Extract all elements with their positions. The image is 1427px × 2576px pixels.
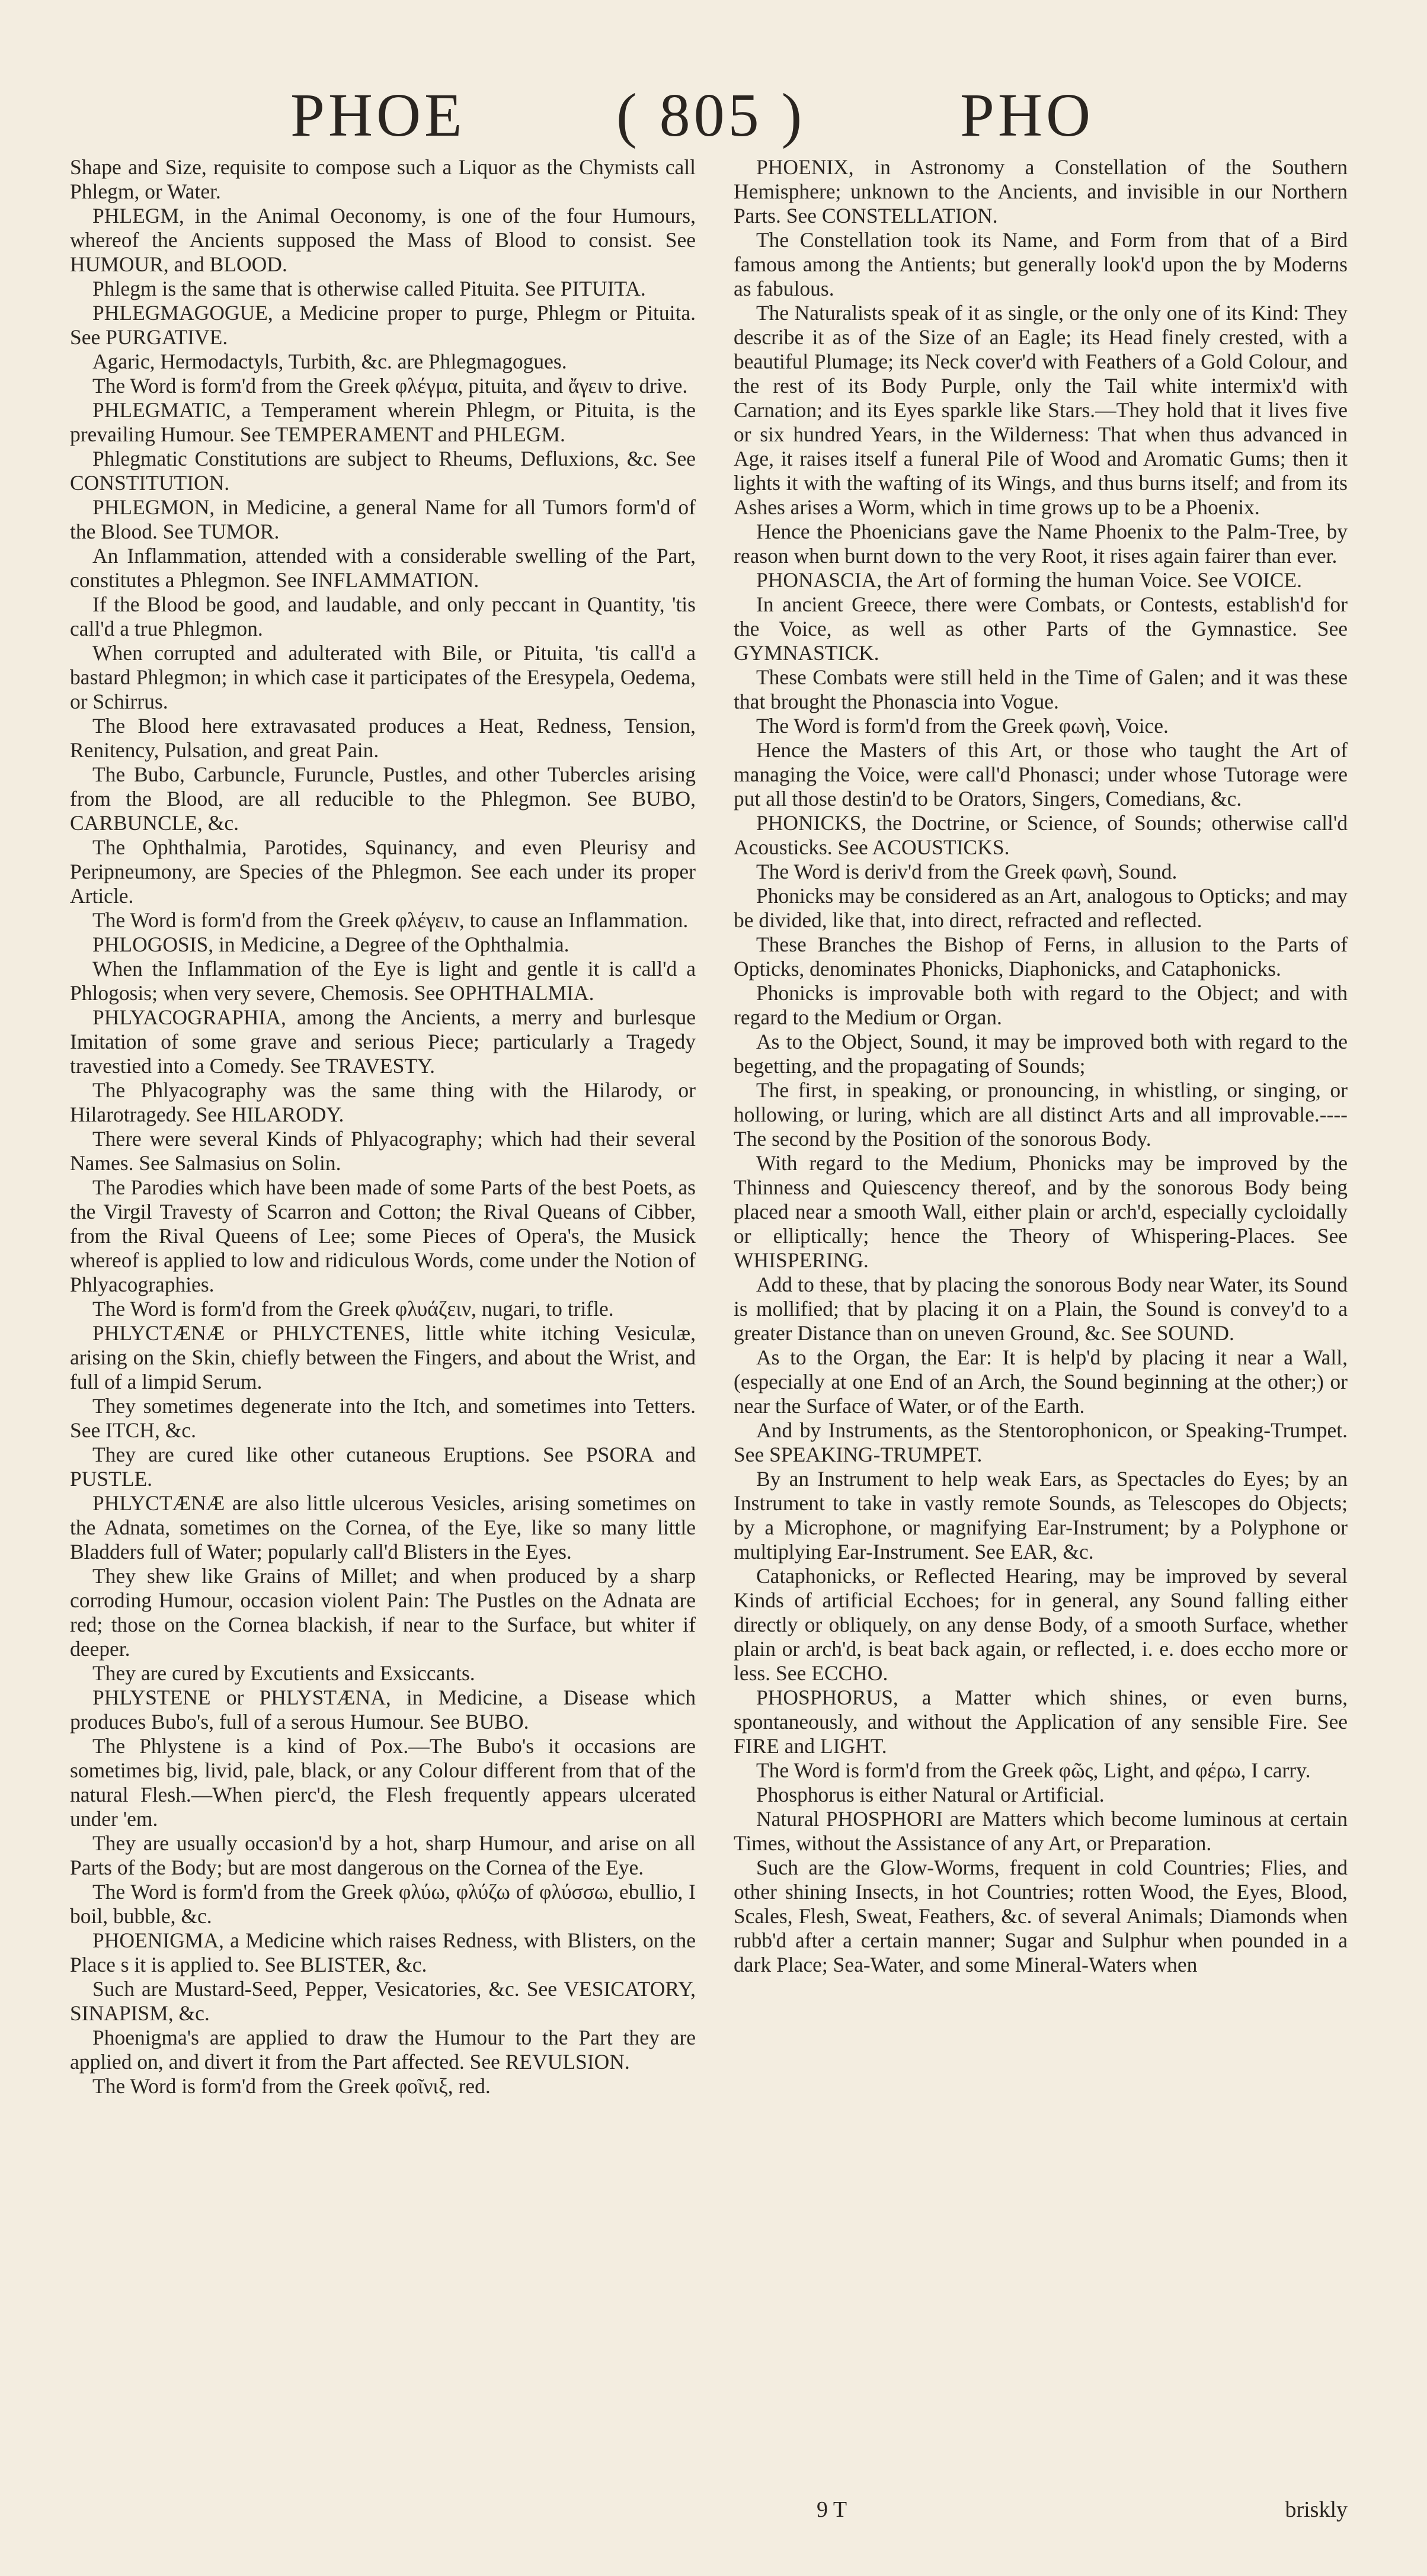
paragraph: The Word is form'd from the Greek φωνὴ, Voice. [756,714,1169,738]
paragraph: Cataphonicks, or Reflected Hearing, may be improved by several Kinds of artificial Ecchoes; for in general, any Sound falling either directly or obliquely, on any dense Body, of a smooth Surface, whether plain or arch'd, is beat back again, or reflected, i. e. does eccho more or less. See ECCHO. [734,1564,1348,1685]
paragraph: The Word is form'd from the Greek φῶς, Light, and φέρω, I carry. [756,1758,1311,1782]
paragraph: Hence the Phoenicians gave the Name Phoenix to the Palm-Tree, by reason when burnt down to the very Root, it rises again fairer than ever. [734,520,1348,568]
paragraph: Agaric, Hermodactyls, Turbith, &c. are Phlegmagogues. [92,350,567,373]
paragraph: Phonicks is improvable both with regard to the Object; and with regard to the Medium or Organ. [734,981,1348,1029]
page-number: ( 805 ) [616,81,806,149]
paragraph: They sometimes degenerate into the Itch, and sometimes into Tetters. See ITCH, &c. [70,1394,696,1442]
paragraph: PHLYACOGRAPHIA, among the Ancients, a merry and burlesque Imitation of some grave and serious Piece; particularly a Tragedy travestied into a Comedy. See TRAVESTY. [70,1005,696,1078]
paragraph: They are cured by Excutients and Exsiccants. [92,1661,475,1685]
paragraph: By an Instrument to help weak Ears, as Spectacles do Eyes; by an Instrument to take in vastly remote Sounds, as Telescopes do Objects; by a Microphone, or magnifying Ear-Instrument; by a Polyphone or multiplying Ear-Instrument. See EAR, &c. [734,1467,1348,1563]
paragraph: PHLEGM, in the Animal Oeconomy, is one of the four Humours, whereof the Ancients supposed the Mass of Blood to consist. See HUMOUR, and BLOOD. [70,204,696,276]
signature-mark: 9 T [817,2497,847,2522]
paragraph: PHOSPHORUS, a Matter which shines, or even burns, spontaneously, and without the Application of any sensible Fire. See FIRE and LIGHT. [734,1686,1348,1758]
paragraph: The Word is form'd from the Greek φλέγμα, pituita, and ἄγειν to drive. [92,374,688,398]
paragraph: The Constellation took its Name, and Form from that of a Bird famous among the Antients; but generally look'd upon the by Moderns as fabulous. [734,228,1348,300]
header-right-guide-word: PHO [960,81,1095,149]
paragraph: PHLYSTENE or PHLYSTÆNA, in Medicine, a Disease which produces Bubo's, full of a serous Humour. See BUBO. [70,1686,696,1734]
paragraph: The first, in speaking, or pronouncing, in whistling, or singing, or hollowing, or luring, which are all distinct Arts and all improvable.----The second by the Position of the sonorous Body. [734,1078,1348,1151]
paragraph: Natural PHOSPHORI are Matters which become luminous at certain Times, without the Assistance of any Art, or Preparation. [734,1807,1348,1855]
paragraph: PHLYCTÆNÆ are also little ulcerous Vesicles, arising sometimes on the Adnata, sometimes on the Cornea, of the Eye, like so many little Bladders full of Water; popularly call'd Blisters in the Eyes. [70,1491,696,1563]
paragraph: They are usually occasion'd by a hot, sharp Humour, and arise on all Parts of the Body; but are most dangerous on the Cornea of the Eye. [70,1831,696,1879]
paragraph: If the Blood be good, and laudable, and only peccant in Quantity, 'tis call'd a true Phlegmon. [70,592,696,640]
paragraph: With regard to the Medium, Phonicks may be improved by the Thinness and Quiescency thereof, and by the sonorous Body being placed near a smooth Wall, either plain or arch'd, especially cycloidally or elliptically; hence the Theory of Whispering-Places. See WHISPERING. [734,1151,1348,1272]
paragraph: These Branches the Bishop of Ferns, in allusion to the Parts of Opticks, denominates Phonicks, Diaphonicks, and Cataphonicks. [734,933,1348,981]
paragraph: The Word is form'd from the Greek φλύω, φλύζω of φλύσσω, ebullio, I boil, bubble, &c. [70,1880,696,1928]
paragraph: Phosphorus is either Natural or Artificial. [756,1783,1105,1806]
paragraph: The Phlyacography was the same thing with the Hilarody, or Hilarotragedy. See HILARODY. [70,1078,696,1126]
paragraph: PHOENIX, in Astronomy a Constellation of the Southern Hemisphere; unknown to the Ancients, and invisible in our Northern Parts. See CONSTELLATION. [734,155,1348,228]
paragraph: They are cured like other cutaneous Eruptions. See PSORA and PUSTLE. [70,1443,696,1491]
paragraph: The Word is form'd from the Greek φλέγειν, to cause an Inflammation. [92,908,689,932]
paragraph: The Ophthalmia, Parotides, Squinancy, and even Pleurisy and Peripneumony, are Species of the Phlegmon. See each under its proper Article. [70,835,696,908]
paragraph: Such are the Glow-Worms, frequent in cold Countries; Flies, and other shining Insects, in hot Countries; rotten Wood, the Eyes, Blood, Scales, Flesh, Sweat, Feathers, &c. of several Animals; Diamonds when rubb'd after a certain manner; Sugar and Sulphur when pounded in a dark Place; Sea-Water, and some Mineral-Waters when [734,1856,1348,1976]
paragraph: PHLEGMATIC, a Temperament wherein Phlegm, or Pituita, is the prevailing Humour. See TEMPERAMENT and PHLEGM. [70,398,696,446]
paragraph: PHLOGOSIS, in Medicine, a Degree of the Ophthalmia. [92,933,569,956]
paragraph: Hence the Masters of this Art, or those who taught the Art of managing the Voice, were call'd Phonasci; under whose Tutorage were put all those destin'd to be Orators, Singers, Comedians, &c. [734,738,1348,810]
paragraph: Shape and Size, requisite to compose such a Liquor as the Chymists call Phlegm, or Water. [70,155,696,203]
paragraph: The Word is deriv'd from the Greek φωνὴ, Sound. [756,860,1178,883]
paragraph: As to the Organ, the Ear: It is help'd by placing it near a Wall, (especially at one End of an Arch, the Sound beginning at the other;) or near the Surface of Water, or of the Earth. [734,1345,1348,1418]
paragraph: PHLEGMAGOGUE, a Medicine proper to purge, Phlegm or Pituita. See PURGATIVE. [70,301,696,349]
paragraph: In ancient Greece, there were Combats, or Contests, establish'd for the Voice, as well as other Parts of the Gymnastice. See GYMNASTICK. [734,592,1348,665]
paragraph: An Inflammation, attended with a considerable swelling of the Part, constitutes a Phlegmon. See INFLAMMATION. [70,544,696,592]
header-left-guide-word: PHOE [290,81,466,149]
paragraph: PHLEGMON, in Medicine, a general Name for all Tumors form'd of the Blood. See TUMOR. [70,495,696,543]
paragraph: Phlegmatic Constitutions are subject to Rheums, Defluxions, &c. See CONSTITUTION. [70,447,696,495]
paragraph: The Word is form'd from the Greek φλυάζειν, nugari, to trifle. [92,1297,614,1321]
paragraph: PHLYCTÆNÆ or PHLYCTENES, little white itching Vesiculæ, arising on the Skin, chiefly between the Fingers, and about the Wrist, and full of a limpid Serum. [70,1321,696,1393]
paragraph: PHONASCIA, the Art of forming the human Voice. See VOICE. [756,568,1302,592]
page-footer [734,2497,1348,2532]
paragraph: When the Inflammation of the Eye is light and gentle it is call'd a Phlogosis; when very severe, Chemosis. See OPHTHALMIA. [70,957,696,1005]
paragraph: Phoenigma's are applied to draw the Humour to the Part they are applied on, and divert it from the Part affected. See REVULSION. [70,2026,696,2074]
catchword: briskly [1285,2497,1348,2522]
paragraph: The Parodies which have been made of some Parts of the best Poets, as the Virgil Travesty of Scarron and Cotton; the Rival Queans of Cibber, from the Rival Queens of Lee; some Pieces of Opera's, the Musick whereof is applied to low and ridiculous Words, come under the Notion of Phlyacographies. [70,1175,696,1296]
paragraph: PHOENIGMA, a Medicine which raises Redness, with Blisters, on the Place s it is applied to. See BLISTER, &c. [70,1928,696,1976]
paragraph: And by Instruments, as the Stentorophonicon, or Speaking-Trumpet. See SPEAKING-TRUMPET. [734,1418,1348,1466]
paragraph: Phonicks may be considered as an Art, analogous to Opticks; and may be divided, like that, into direct, refracted and reflected. [734,884,1348,932]
paragraph: The Naturalists speak of it as single, or the only one of its Kind: They describe it as of the Size of an Eagle; its Head finely crested, with a beautiful Plumage; its Neck cover'd with Feathers of a Gold Colour, and the rest of its Body Purple, only the Tail white intermix'd with Carnation; and its Eyes sparkle like Stars.—They hold that it lives five or six hundred Years, in the Wilderness: That when thus advanced in Age, it raises itself a funeral Pile of Wood and Aromatic Gums; then it lights it with the wafting of its Wings, and thus burns itself; and from its Ashes arises a Worm, which in time grows up to be a Phoenix. [734,301,1348,519]
paragraph: PHONICKS, the Doctrine, or Science, of Sounds; otherwise call'd Acousticks. See ACOUSTICKS. [734,811,1348,859]
paragraph: They shew like Grains of Millet; and when produced by a sharp corroding Humour, occasion violent Pain: The Pustles on the Adnata are red; those on the Cornea blackish, if near to the Surface, but whiter if deeper. [70,1564,696,1661]
paragraph: Such are Mustard-Seed, Pepper, Vesicatories, &c. See VESICATORY, SINAPISM, &c. [70,1977,696,2025]
paragraph: The Blood here extravasated produces a Heat, Redness, Tension, Renitency, Pulsation, and great Pain. [70,714,696,762]
paragraph: These Combats were still held in the Time of Galen; and it was these that brought the Phonascia into Vogue. [734,665,1348,713]
right-column [734,155,1348,1977]
page-header [0,77,1427,154]
paragraph: When corrupted and adulterated with Bile, or Pituita, 'tis call'd a bastard Phlegmon; in which case it participates of the Eresypela, Oedema, or Schirrus. [70,641,696,713]
paragraph: There were several Kinds of Phlyacography; which had their several Names. See Salmasius on Solin. [70,1127,696,1175]
paragraph: The Phlystene is a kind of Pox.—The Bubo's it occasions are sometimes big, livid, pale, black, or any Colour different from that of the natural Flesh.—When pierc'd, the Flesh frequently appears ulcerated under 'em. [70,1734,696,1831]
paragraph: Phlegm is the same that is otherwise called Pituita. See PITUITA. [92,277,646,300]
left-column [70,155,696,2098]
paragraph: The Word is form'd from the Greek φοῖνιξ, red. [92,2074,491,2098]
paragraph: Add to these, that by placing the sonorous Body near Water, its Sound is mollified; that by placing it on a Plain, the Sound is convey'd to a greater Distance than on uneven Ground, &c. See SOUND. [734,1273,1348,1345]
paragraph: As to the Object, Sound, it may be improved both with regard to the begetting, and the propagating of Sounds; [734,1030,1348,1078]
paragraph: The Bubo, Carbuncle, Furuncle, Pustles, and other Tubercles arising from the Blood, are all reducible to the Phlegmon. See BUBO, CARBUNCLE, &c. [70,762,696,835]
